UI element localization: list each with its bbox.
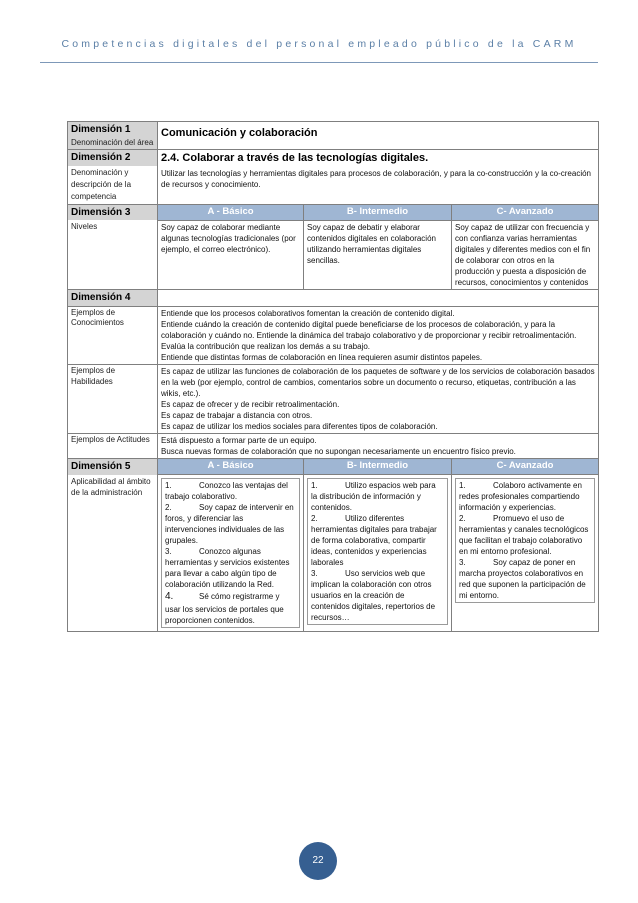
skill-item: Es capaz de ofrecer y de recibir retroalimentación. xyxy=(161,399,340,409)
applicability-item: 2. Soy capaz de intervenir en foros, y diferenciar las intervenciones individuales de las grupales. xyxy=(165,503,294,546)
dimension-3-body-row xyxy=(68,220,599,289)
attitudes-row xyxy=(68,433,599,458)
level-a-header-5: A - Básico xyxy=(158,458,304,474)
dimension-1-row xyxy=(68,122,599,150)
level-b-header: B- Intermedio xyxy=(304,204,452,220)
dimension-1-value-cell xyxy=(158,122,599,150)
applicability-advanced-box xyxy=(455,478,595,603)
applicability-item: 3. Soy capaz de poner en marcha proyectos colaborativos en red que suponen la participación de mi entorno. xyxy=(459,558,586,601)
dimension-2-label-cell xyxy=(68,150,158,204)
skills-label: Ejemplos de Habilidades xyxy=(68,364,158,433)
applicability-item: 2. Promuevo el uso de herramientas y canales tecnológicos que facilitan el trabajo colaborativo en mi entorno profesional. xyxy=(459,514,589,557)
dimension-5-body-row xyxy=(68,475,599,632)
knowledge-item: Entiende que los procesos colaborativos fomentan la creación de contenido digital. xyxy=(161,308,455,318)
applicability-item: 4. Sé cómo registrarme y usar los servicios de portales que proporcionen contenidos. xyxy=(165,591,284,626)
dimension-1-sublabel: Denominación del área xyxy=(71,137,154,147)
dimension-4-label: Dimensión 4 xyxy=(71,291,131,303)
level-b-description: Soy capaz de debatir y elaborar contenidos digitales en colaboración utilizando herramientas digitales sencillas. xyxy=(304,220,452,289)
level-c-header: C- Avanzado xyxy=(452,204,599,220)
applicability-advanced-cell xyxy=(452,475,599,632)
knowledge-cell xyxy=(158,306,599,364)
dimension-3-label: Dimensión 3 xyxy=(71,206,131,218)
applicability-item: 3. Uso servicios web que implican la colaboración con otros usuarios en la creación de contenidos digitales, repertorios de recursos… xyxy=(311,569,436,623)
knowledge-item: Evalúa la contribución que realizan los demás a su trabajo. xyxy=(161,341,371,351)
page-number: 22 xyxy=(299,842,337,880)
applicability-item: 2. Utilizo diferentes herramientas digitales para trabajar de forma colaborativa, compartir ideas, contenidos y experiencias laborales xyxy=(311,514,437,568)
level-a-header: A - Básico xyxy=(158,204,304,220)
dimension-5-label-cell xyxy=(68,458,158,474)
dimension-5-sublabel-cell xyxy=(68,475,158,632)
applicability-intermediate-cell xyxy=(304,475,452,632)
running-header: Competencias digitales del personal empleado público de la CARM xyxy=(61,38,577,50)
knowledge-item: Entiende cuándo la creación de contenido digital puede beneficiarse de los procesos de colaboración, y para la colaboración y cuándo no. Entiende la dinámica del trabajo colaborativo y de proporcionar y recibir retroalimentación. xyxy=(161,319,577,340)
dimension-5-header-row xyxy=(68,458,599,474)
competency-title: 2.4. Colaborar a través de las tecnologías digitales. xyxy=(161,152,429,165)
level-c-header-5: C- Avanzado xyxy=(452,458,599,474)
applicability-item: 1. Conozco las ventajas del trabajo colaborativo. xyxy=(165,481,288,502)
dimension-5-label: Dimensión 5 xyxy=(71,460,131,472)
level-b-header-5: B- Intermedio xyxy=(304,458,452,474)
attitudes-label: Ejemplos de Actitudes xyxy=(68,433,158,458)
attitudes-cell xyxy=(158,433,599,458)
applicability-basic-cell xyxy=(158,475,304,632)
knowledge-item: Entiende que distintas formas de colaboración en línea requieren asumir distintos papeles. xyxy=(161,352,483,362)
competency-table xyxy=(67,121,599,632)
attitude-item: Busca nuevas formas de colaboración que no supongan necesariamente un encuentro físico previo. xyxy=(161,446,516,456)
dimension-1-label-cell xyxy=(68,122,158,150)
dimension-2-row xyxy=(68,150,599,204)
skills-cell xyxy=(158,364,599,433)
skill-item: Es capaz de trabajar a distancia con otros. xyxy=(161,410,313,420)
knowledge-row xyxy=(68,306,599,364)
dimension-3-header-row xyxy=(68,204,599,220)
applicability-item: 1. Utilizo espacios web para la distribución de información y contenidos. xyxy=(311,481,436,513)
header-divider xyxy=(40,62,598,63)
skill-item: Es capaz de utilizar las funciones de colaboración de los paquetes de software y de los servicios de colaboración basados en la web (por ejemplo, control de cambios, comentarios sobre un documento o recurso, etiquetas, contribución a las wikis, etc.). xyxy=(161,366,595,398)
dimension-4-empty-cell xyxy=(158,289,599,306)
dimension-1-label: Dimensión 1 xyxy=(71,124,131,135)
dimension-4-header-row xyxy=(68,289,599,306)
area-name: Comunicación y colaboración xyxy=(161,127,318,139)
applicability-intermediate-box xyxy=(307,478,448,625)
level-c-description: Soy capaz de utilizar con frecuencia y con confianza varias herramientas digitales y diferentes medios con el fin de colaborar con otros en la producción y puesta a disposición de recursos, conocimientos y contenidos xyxy=(452,220,599,289)
competency-description: Utilizar las tecnologías y herramientas digitales para procesos de colaboración, y para la co-construcción y la co-creación de recursos y conocimiento. xyxy=(161,169,591,190)
applicability-item: 1. Colaboro activamente en redes profesionales compartiendo información y experiencias. xyxy=(459,481,582,513)
skill-item: Es capaz de utilizar los medios sociales para diferentes tipos de colaboración. xyxy=(161,421,438,431)
level-a-description: Soy capaz de colaborar mediante algunas tecnologías tradicionales (por ejemplo, el correo electrónico). xyxy=(158,220,304,289)
dimension-2-label: Dimensión 2 xyxy=(71,152,131,164)
skills-row xyxy=(68,364,599,433)
attitude-item: Está dispuesto a formar parte de un equipo. xyxy=(161,435,317,445)
dimension-5-sublabel: Aplicabilidad al ámbito de la administración xyxy=(71,476,151,498)
applicability-item: 3. Conozco algunas herramientas y servicios existentes para llevar a cabo algún tipo de colaboración utilizando la Red. xyxy=(165,547,290,590)
dimension-3-sublabel: Niveles xyxy=(71,222,98,232)
dimension-3-sublabel-cell xyxy=(68,220,158,289)
dimension-2-sublabel: Denominación y descripción de la competencia xyxy=(71,168,132,201)
dimension-4-label-cell xyxy=(68,289,158,306)
applicability-basic-box xyxy=(161,478,300,628)
knowledge-label: Ejemplos de Conocimientos xyxy=(68,306,158,364)
dimension-3-label-cell xyxy=(68,204,158,220)
dimension-2-value-cell xyxy=(158,150,599,204)
